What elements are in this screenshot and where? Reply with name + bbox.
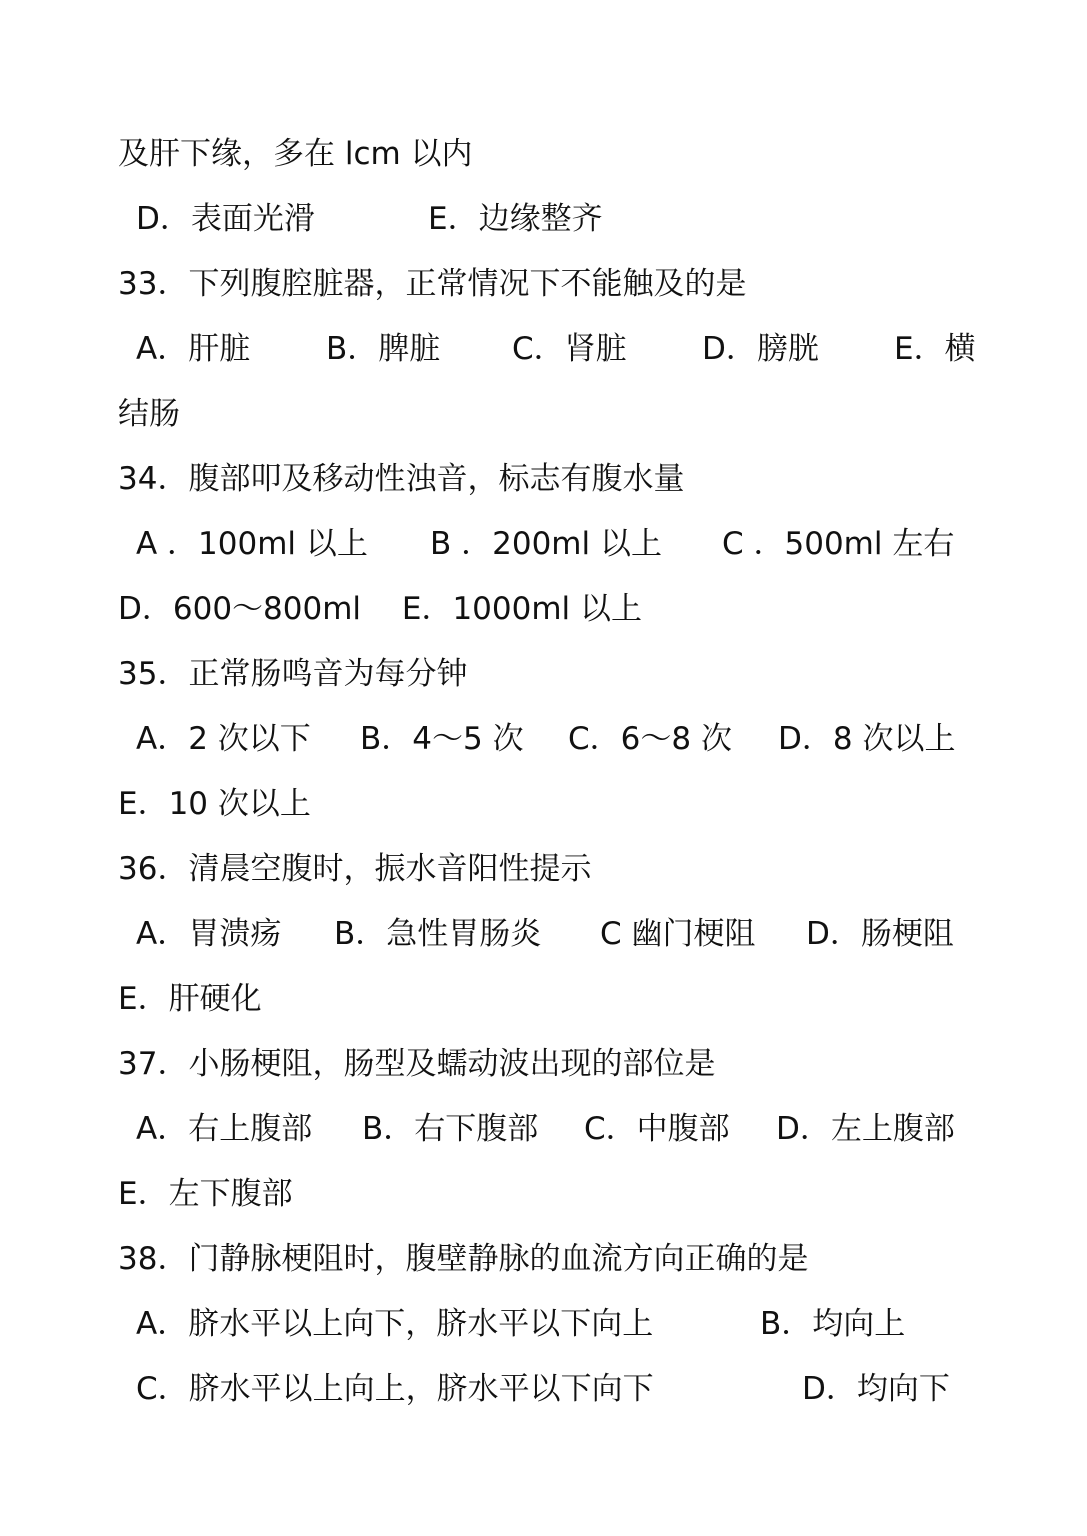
question-33: 33．下列腹腔脏器，正常情况下不能触及的是 [118, 266, 747, 302]
option-d: D．左上腹部 [776, 1111, 955, 1147]
option-a: A．肝脏 [136, 331, 251, 367]
text-line: D．600～800ml E．1000ml 以上 [118, 591, 643, 627]
option-c: C．脐水平以上向上，脐水平以下向下 [136, 1371, 654, 1407]
option-b: B．右下腹部 [362, 1111, 539, 1147]
option-b: B．急性胃肠炎 [334, 916, 542, 952]
option-e: E．边缘整齐 [428, 201, 603, 237]
option-d: D．膀胱 [702, 331, 819, 367]
option-d: D．表面光滑 [136, 201, 315, 237]
text-line: E．左下腹部 [118, 1176, 293, 1212]
option-c: C 幽门梗阻 [600, 916, 756, 952]
question-37: 37．小肠梗阻，肠型及蠕动波出现的部位是 [118, 1046, 716, 1082]
option-e: E．横 [894, 331, 976, 367]
option-d: D．肠梗阻 [806, 916, 954, 952]
text-line: 及肝下缘，多在 lcm 以内 [118, 136, 473, 172]
question-38: 38．门静脉梗阻时，腹壁静脉的血流方向正确的是 [118, 1241, 809, 1277]
text-line: E．10 次以上 [118, 786, 311, 822]
option-a: A ．100ml 以上 [136, 526, 368, 562]
question-34: 34．腹部叩及移动性浊音，标志有腹水量 [118, 461, 685, 497]
option-a: A．右上腹部 [136, 1111, 313, 1147]
option-b: B ．200ml 以上 [430, 526, 662, 562]
question-36: 36．清晨空腹时，振水音阳性提示 [118, 851, 592, 887]
option-a: A．脐水平以上向下，脐水平以下向上 [136, 1306, 654, 1342]
option-c: C．中腹部 [584, 1111, 730, 1147]
option-d: D．8 次以上 [778, 721, 956, 757]
option-a: A．胃溃疡 [136, 916, 282, 952]
option-b: B．4～5 次 [360, 721, 524, 757]
option-b: B．均向上 [760, 1306, 906, 1342]
option-a: A．2 次以下 [136, 721, 311, 757]
text-line: E．肝硬化 [118, 981, 262, 1017]
option-c: C．6～8 次 [568, 721, 732, 757]
option-d: D．均向下 [802, 1371, 950, 1407]
option-b: B．脾脏 [326, 331, 441, 367]
option-c: C ．500ml 左右 [722, 526, 955, 562]
question-35: 35．正常肠鸣音为每分钟 [118, 656, 468, 692]
option-c: C．肾脏 [512, 331, 627, 367]
text-line: 结肠 [118, 396, 180, 432]
